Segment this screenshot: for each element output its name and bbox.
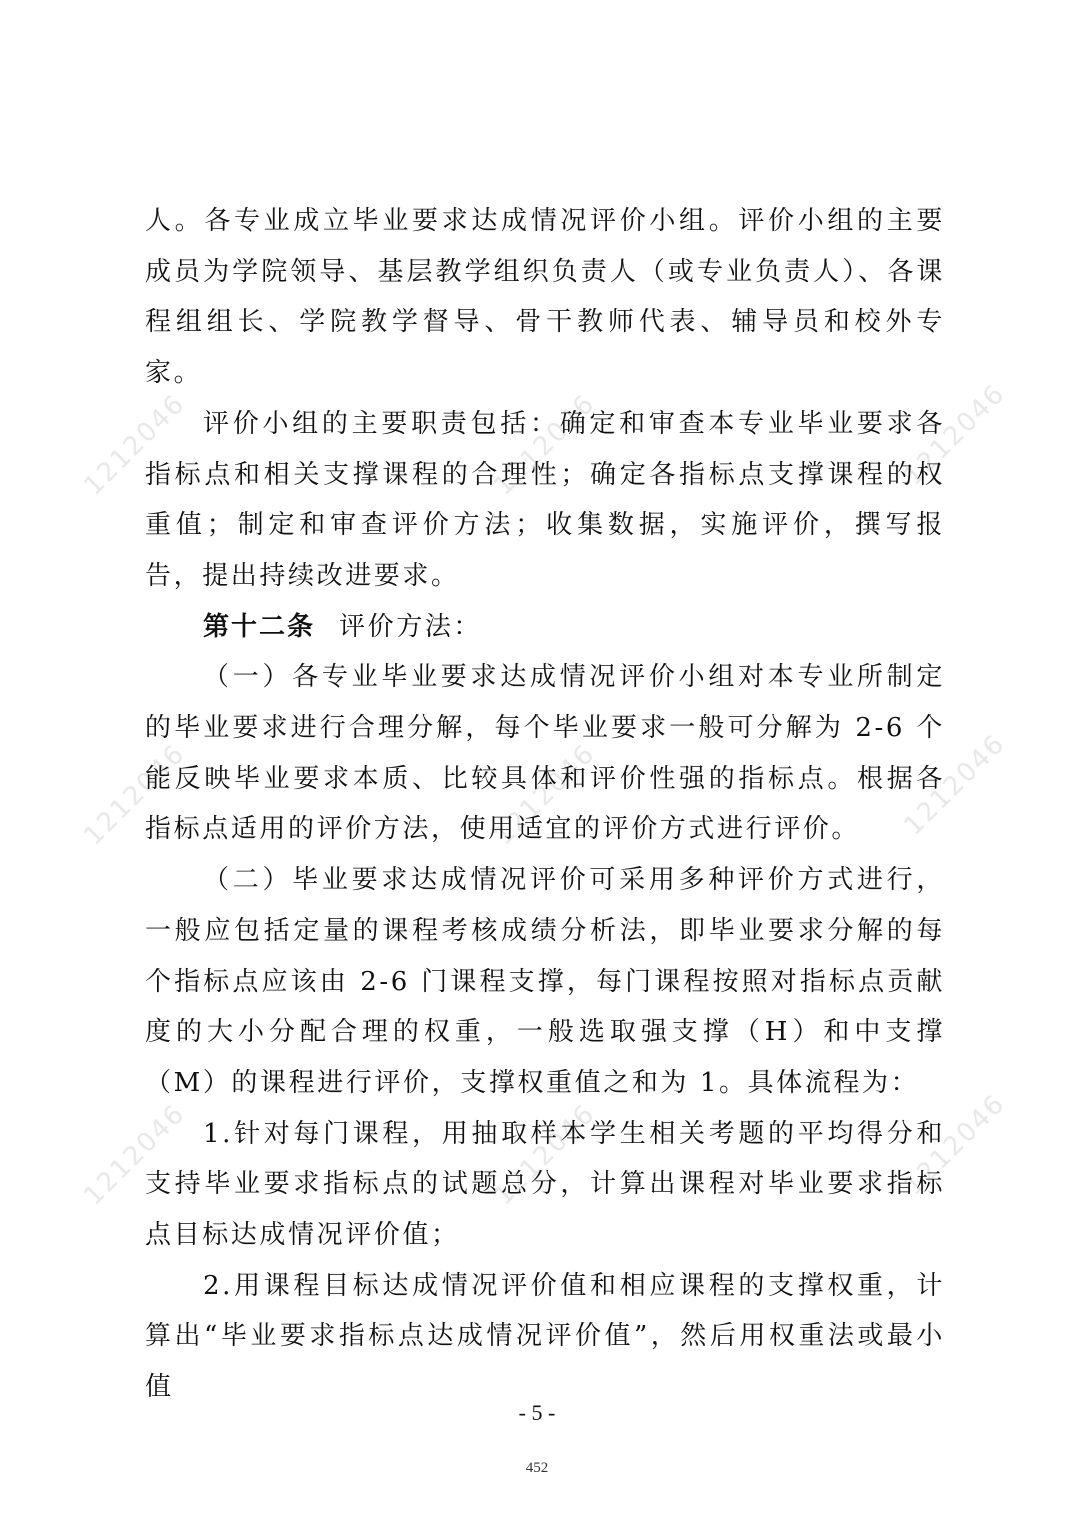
paragraph-1: 人。各专业成立毕业要求达成情况评价小组。评价小组的主要成员为学院领导、基层教学组织负责人（或专业负责人）、各课程组组长、学院教学督导、骨干教师代表、辅导员和校外专家。 xyxy=(145,206,945,389)
paragraph-6: 2.用课程目标达成情况评价值和相应课程的支撑权重，计算出“毕业要求指标点达成情况评价值”，然后用权重法或最小值 xyxy=(145,1270,945,1403)
article-subject: 评价方法： xyxy=(339,611,483,642)
watermark: 1212046 xyxy=(898,378,1012,492)
watermark: 1212046 xyxy=(488,738,602,852)
watermark: 1212046 xyxy=(488,1098,602,1212)
paragraph-2: 评价小组的主要职责包括：确定和审查本专业毕业要求各指标点和相关支撑课程的合理性；确定各指标点支撑课程的权重值；制定和审查评价方法；收集数据，实施评价，撰写报告，提出持续改进要求。 xyxy=(145,408,945,591)
paragraph-5: 1.针对每门课程，用抽取样本学生相关考题的平均得分和支持毕业要求指标点的试题总分，计算出课程对毕业要求指标点目标达成情况评价值； xyxy=(145,1118,945,1251)
article-title: 第十二条 xyxy=(203,611,316,642)
page-number: - 5 - xyxy=(518,1400,556,1425)
paragraph-4: （二）毕业要求达成情况评价可采用多种评价方式进行，一般应包括定量的课程考核成绩分析法，即毕业要求分解的每个指标点应该由 2-6 门课程支撑，每门课程按照对指标点贡献度的大小分配合理的权重，一般选取强支撑（H）和中支撑（M）的课程进行评价，支撑权重值之和为 1。具体流程为： xyxy=(145,865,945,1098)
paragraph-3: （一）各专业毕业要求达成情况评价小组对本专业所制定的毕业要求进行合理分解，每个毕业要求一般可分解为 2-6 个能反映毕业要求本质、比较具体和评价性强的指标点。根据各指标点适用的评价方法，使用适宜的评价方式进行评价。 xyxy=(145,662,945,845)
watermark: 1212046 xyxy=(78,388,192,502)
watermark: 1212046 xyxy=(898,728,1012,842)
article-heading xyxy=(145,602,945,653)
watermark: 1212046 xyxy=(78,1098,192,1212)
watermark: 1212046 xyxy=(898,1088,1012,1202)
watermark: 1212046 xyxy=(488,388,602,502)
watermark: 1212046 xyxy=(78,738,192,852)
body-text xyxy=(145,196,945,1413)
sheet-number: 452 xyxy=(525,1460,549,1476)
